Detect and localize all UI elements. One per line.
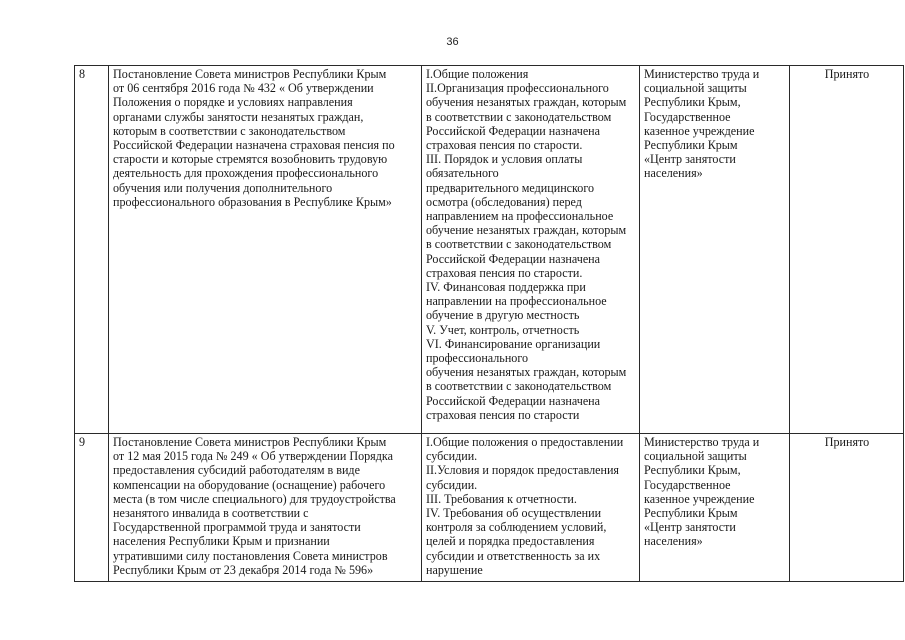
responsible-cell: Министерство труда и социальной защиты Республики Крым, Государственное казенное учреждение Республики Крым «Центр занятости населения»: [640, 434, 790, 582]
sections-cell: I.Общие положения о предоставлении субсидии. II.Условия и порядок предоставления субсидии. III. Требования к отчетности. IV. Требования об осуществлении контроля за соблюдением условий, целей и порядка предоставления субсидии и ответственность за их нарушение: [422, 434, 640, 582]
row-number: 8: [75, 66, 109, 434]
status-cell: Принято: [790, 66, 904, 434]
acts-table: [74, 65, 904, 582]
act-title-cell: Постановление Совета министров Республики Крым от 06 сентября 2016 года № 432 « Об утверждении Положения о порядке и условиях направления органами службы занятости незанятых граждан, которым в соответствии с законодательством Российской Федерации назначена страховая пенсия по старости и которые стремятся возобновить трудовую деятельность для прохождения профессионального обучения или получения дополнительного профессионального образования в Республике Крым»: [109, 66, 422, 434]
responsible-cell: Министерство труда и социальной защиты Республики Крым, Государственное казенное учреждение Республики Крым «Центр занятости населения»: [640, 66, 790, 434]
act-title-cell: Постановление Совета министров Республики Крым от 12 мая 2015 года № 249 « Об утверждении Порядка предоставления субсидий работодателям в виде компенсации на оборудование (оснащение) рабочего места (в том числе специального) для трудоустройства незанятого инвалида в соответствии с Государственной программой труда и занятости населения Республики Крым и признании утратившими силу постановления Совета министров Республики Крым от 23 декабря 2014 года № 596»: [109, 434, 422, 582]
status-cell: Принято: [790, 434, 904, 582]
sections-cell: I.Общие положения II.Организация профессионального обучения незанятых граждан, которым в соответствии с законодательством Российской Федерации назначена страховая пенсия по старости. III. Порядок и условия оплаты обязательного предварительного медицинского осмотра (обследования) перед направлением на профессиональное обучение незанятых граждан, которым в соответствии с законодательством Российской Федерации назначена страховая пенсия по старости. IV. Финансовая поддержка при направлении на профессиональное обучение в другую местность V. Учет, контроль, отчетность VI. Финансирование организации профессионального обучения незанятых граждан, которым в соответствии с законодательством Российской Федерации назначена страховая пенсия по старости: [422, 66, 640, 434]
table-row: [75, 66, 904, 434]
row-number: 9: [75, 434, 109, 582]
page-number: 36: [446, 36, 459, 48]
table-row: [75, 434, 904, 582]
